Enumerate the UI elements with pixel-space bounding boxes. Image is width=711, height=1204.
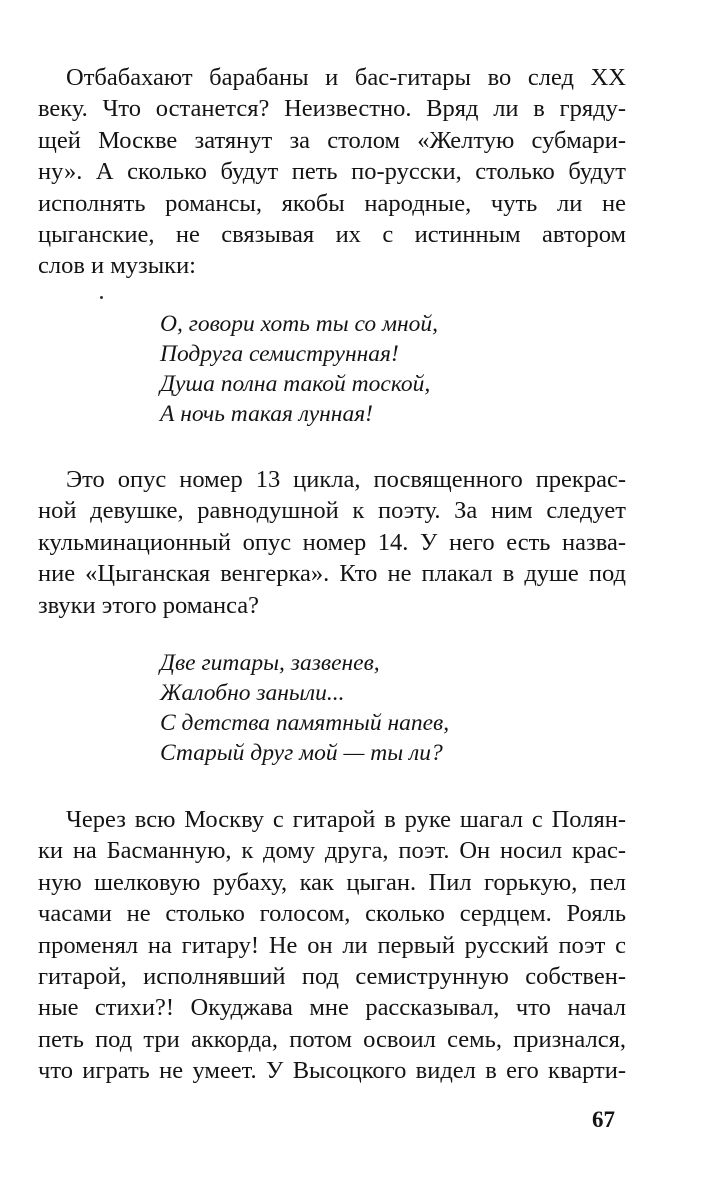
verse-line: Две гитары, зазвенев,: [160, 650, 380, 676]
paragraph-line: звуки этого романса?: [38, 591, 260, 619]
paragraph-line: петь под три аккорда, потом освоил семь, признался,: [38, 1025, 626, 1053]
verse-line: А ночь такая лунная!: [160, 401, 373, 427]
verse-line: Старый друг мой — ты ли?: [160, 740, 443, 766]
paragraph-line: ки на Басманную, к дому друга, поэт. Он носил крас-: [38, 837, 626, 865]
paragraph-line: Это опус номер 13 цикла, посвященного прекрас-: [66, 466, 626, 493]
paragraph-line: исполнять романсы, якобы народные, чуть ли не: [38, 189, 626, 217]
paragraph-line: часами не столько голосом, сколько сердцем. Рояль: [38, 900, 626, 928]
page-number: 67: [592, 1107, 615, 1132]
paragraph-line: ну». А сколько будут петь по-русски, столько будут: [38, 158, 626, 186]
verse-line: Подруга семиструнная!: [160, 341, 399, 367]
paragraph-line: слов и музыки:: [38, 252, 196, 280]
paragraph-line: ние «Цыганская венгерка». Кто не плакал в душе под: [38, 560, 626, 588]
verse-line: Душа полна такой тоской,: [160, 371, 431, 397]
paragraph-line: гитарой, исполнявший под семиструнную собствен-: [38, 963, 626, 991]
paragraph-line: цыганские, не связывая их с истинным автором: [38, 221, 626, 249]
verse-line: С детства памятный напев,: [160, 710, 450, 736]
paragraph-line: что играть не умеет. У Высоцкого видел в его кварти-: [38, 1057, 626, 1085]
paragraph-line: ные стихи?! Окуджава мне рассказывал, что начал: [38, 994, 626, 1022]
paragraph-line: ной девушке, равнодушной к поэту. За ним следует: [38, 497, 626, 525]
paragraph-line: Отбабахают барабаны и бас-гитары во след XX: [66, 64, 626, 91]
paragraph-3: [38, 804, 626, 1087]
paragraph-1: [38, 62, 626, 282]
print-speck: [100, 296, 103, 299]
verse-stanza-2: [160, 648, 449, 768]
paragraph-line: веку. Что останется? Неизвестно. Вряд ли в гряду-: [38, 95, 626, 123]
verse-line: Жалобно заныли...: [160, 680, 345, 706]
paragraph-line: кульминационный опус номер 14. У него есть назва-: [38, 528, 626, 556]
verse-line: О, говори хоть ты со мной,: [160, 311, 439, 337]
paragraph-line: Через всю Москву с гитарой в руке шагал с Полян-: [66, 806, 626, 833]
paragraph-line: променял на гитару! Не он ли первый русский поэт с: [38, 931, 626, 959]
verse-stanza-1: [160, 309, 438, 429]
paragraph-2: [38, 464, 626, 621]
paragraph-line: ную шелковую рубаху, как цыган. Пил горькую, пел: [38, 868, 626, 896]
paragraph-line: щей Москве затянут за столом «Желтую субмари-: [38, 126, 626, 154]
